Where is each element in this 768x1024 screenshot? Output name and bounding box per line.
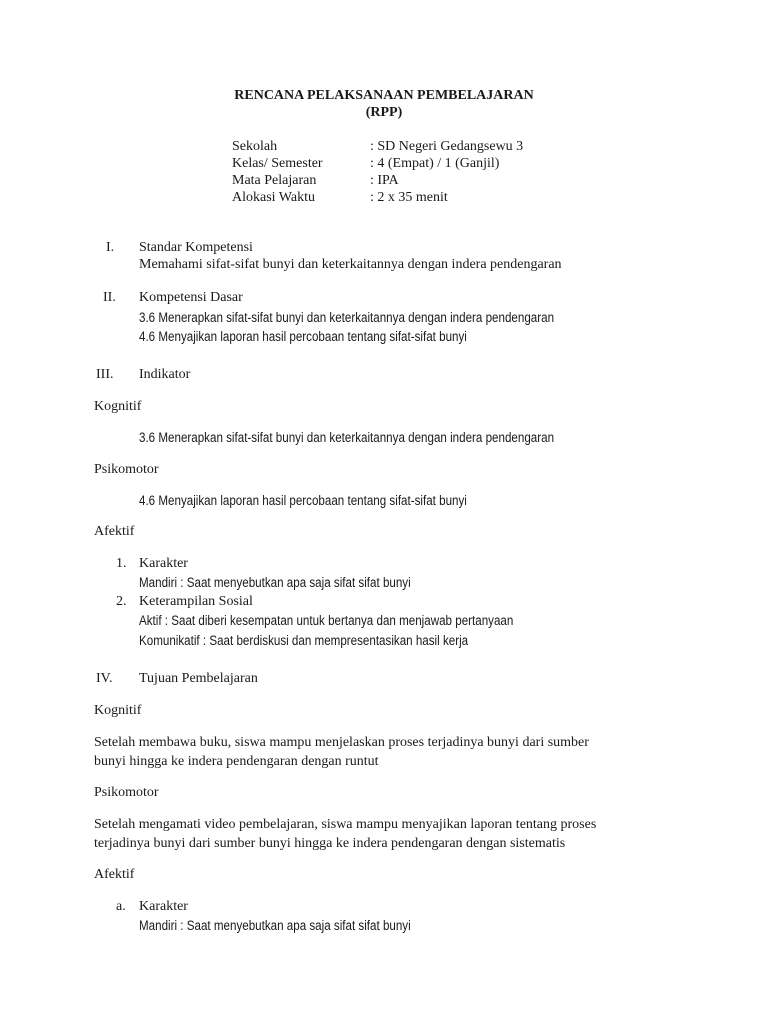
section-number: II.: [103, 290, 116, 305]
indicator-text: 4.6 Menyajikan laporan hasil percobaan tentang sifat-sifat bunyi: [139, 493, 467, 508]
identity-label: Kelas/ Semester: [232, 156, 323, 171]
subheading-afektif: Afektif: [94, 867, 135, 882]
section-number: I.: [106, 240, 115, 255]
paragraph-line: Setelah mengamati video pembelajaran, siswa mampu menyajikan laporan tentang proses: [94, 817, 597, 832]
paragraph-line: bunyi hingga ke indera pendengaran dengan runtut: [94, 754, 379, 769]
section-heading: Standar Kompetensi: [139, 240, 253, 255]
section-heading: Tujuan Pembelajaran: [139, 671, 258, 686]
identity-value: : 4 (Empat) / 1 (Ganjil): [370, 156, 500, 171]
list-item-title: Karakter: [139, 899, 188, 914]
list-item-text: Komunikatif : Saat berdiskusi dan mempresentasikan hasil kerja: [139, 633, 469, 648]
identity-value: : IPA: [370, 173, 399, 188]
list-item-title: Keterampilan Sosial: [139, 594, 253, 609]
identity-label: Mata Pelajaran: [232, 173, 317, 188]
identity-label: Alokasi Waktu: [232, 190, 315, 205]
section-number: III.: [96, 367, 114, 382]
list-number: 1.: [116, 556, 127, 571]
document-subtitle: (RPP): [365, 105, 403, 120]
paragraph-line: Setelah membawa buku, siswa mampu menjelaskan proses terjadinya bunyi dari sumber: [94, 735, 589, 750]
list-item-title: Karakter: [139, 556, 188, 571]
paragraph-line: terjadinya bunyi dari sumber bunyi hingga ke indera pendengaran dengan sistematis: [94, 836, 566, 851]
subheading-kognitif: Kognitif: [94, 703, 142, 718]
section-text: Memahami sifat-sifat bunyi dan keterkaitannya dengan indera pendengaran: [139, 257, 562, 272]
list-item-text: Mandiri : Saat menyebutkan apa saja sifat sifat bunyi: [139, 918, 411, 933]
identity-value: : 2 x 35 menit: [370, 190, 448, 205]
subheading-psikomotor: Psikomotor: [94, 785, 159, 800]
list-letter: a.: [116, 899, 126, 914]
section-number: IV.: [96, 671, 113, 686]
section-heading: Indikator: [139, 367, 191, 382]
identity-label: Sekolah: [232, 139, 278, 154]
subheading-kognitif: Kognitif: [94, 399, 142, 414]
section-heading: Kompetensi Dasar: [139, 290, 243, 305]
subheading-afektif: Afektif: [94, 524, 135, 539]
kd-item: 4.6 Menyajikan laporan hasil percobaan tentang sifat-sifat bunyi: [139, 329, 467, 344]
identity-value: : SD Negeri Gedangsewu 3: [370, 139, 524, 154]
subheading-psikomotor: Psikomotor: [94, 462, 159, 477]
list-item-text: Mandiri : Saat menyebutkan apa saja sifat sifat bunyi: [139, 575, 411, 590]
document-title: RENCANA PELAKSANAAN PEMBELAJARAN: [234, 88, 534, 103]
list-number: 2.: [116, 594, 127, 609]
kd-item: 3.6 Menerapkan sifat-sifat bunyi dan keterkaitannya dengan indera pendengaran: [139, 310, 555, 325]
indicator-text: 3.6 Menerapkan sifat-sifat bunyi dan keterkaitannya dengan indera pendengaran: [139, 430, 555, 445]
list-item-text: Aktif : Saat diberi kesempatan untuk bertanya dan menjawab pertanyaan: [139, 613, 514, 628]
